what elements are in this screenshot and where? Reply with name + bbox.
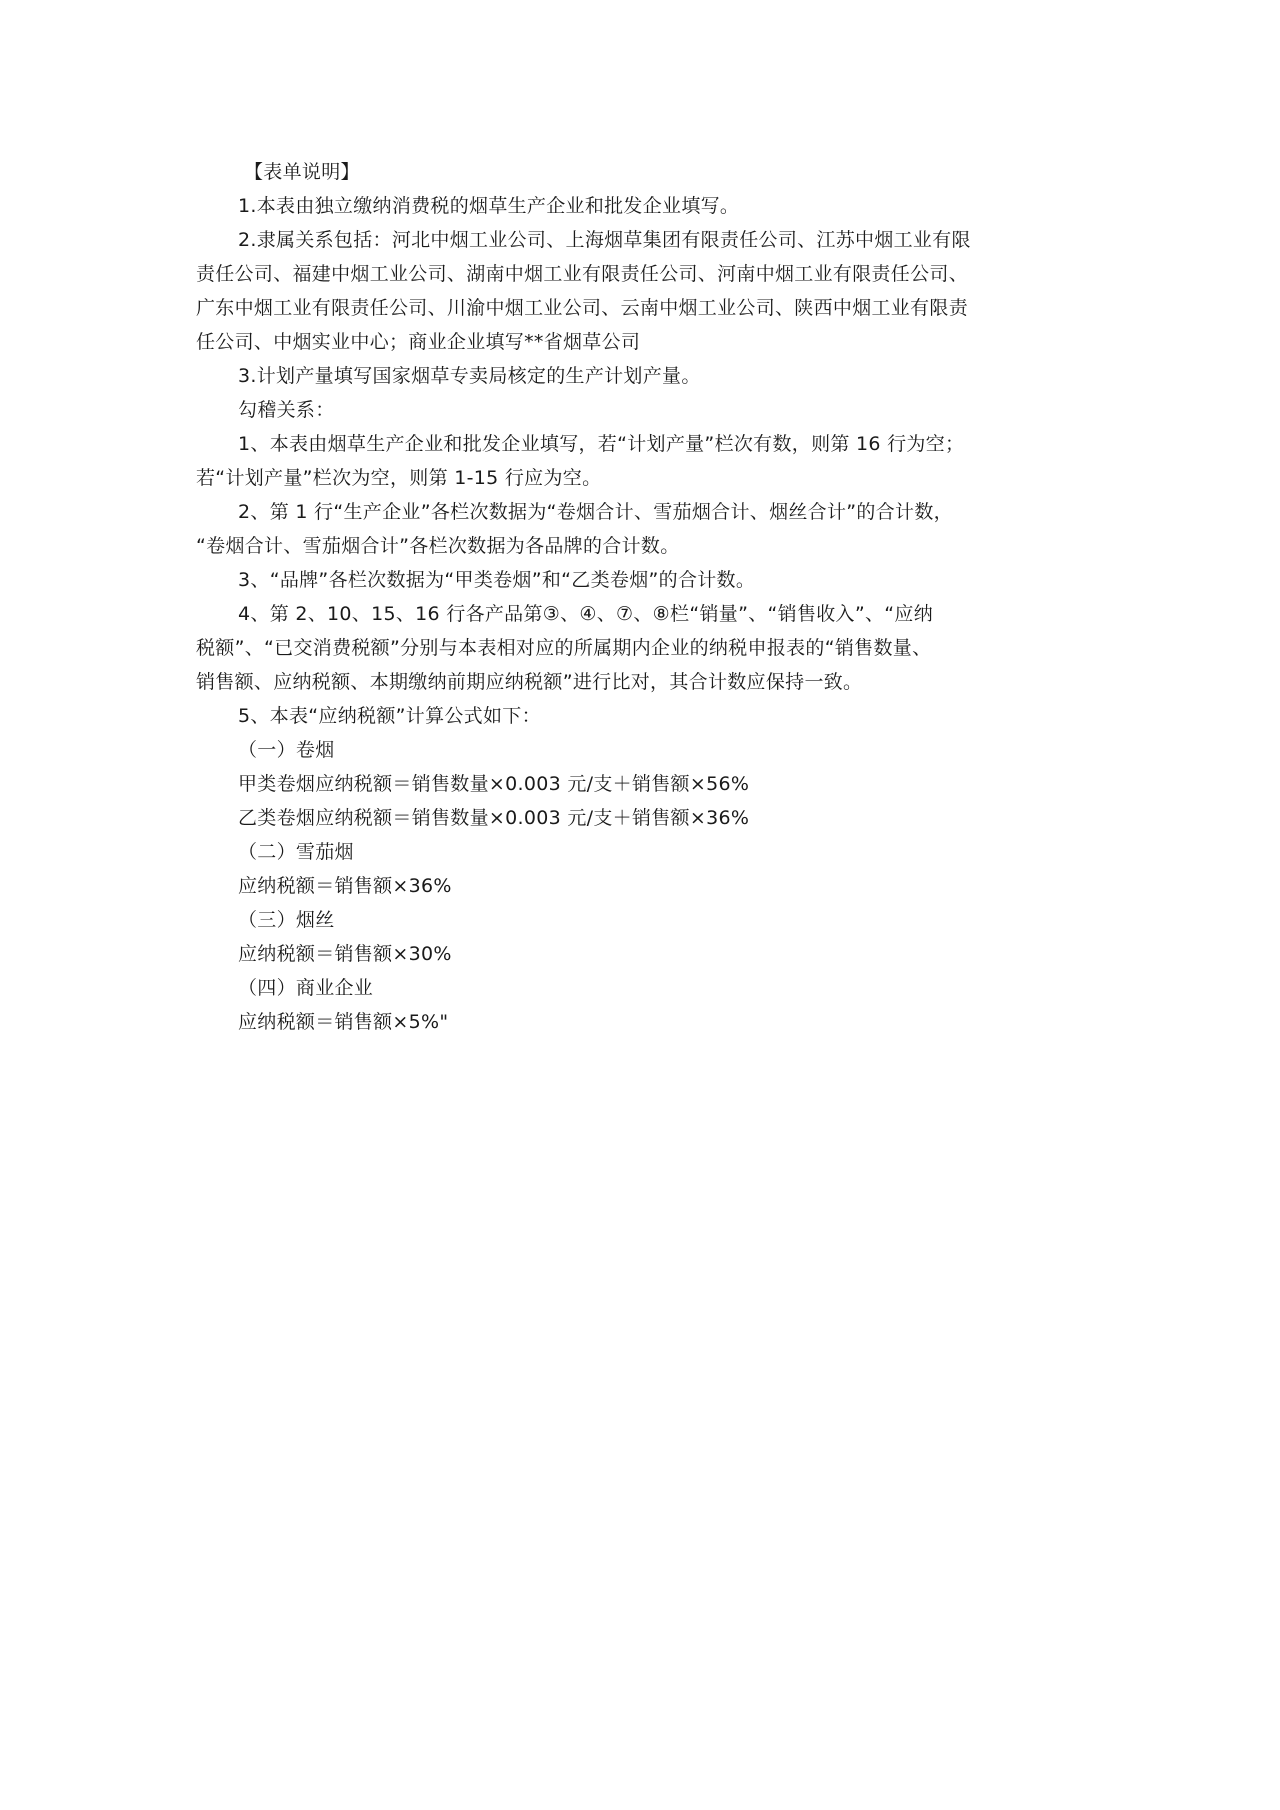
section-4-title: （四）商业企业 (238, 977, 374, 999)
rule-4-line-1: 4、第 2、10、15、16 行各产品第③、④、⑦、⑧栏“销量”、“销售收入”、“应纳 (238, 603, 934, 625)
note-2-line-3: 广东中烟工业有限责任公司、川渝中烟工业公司、云南中烟工业公司、陕西中烟工业有限责 (196, 297, 969, 319)
section-3-title: （三）烟丝 (238, 909, 335, 931)
rule-4-line-2: 税额”、“已交消费税额”分别与本表相对应的所属期内企业的纳税申报表的“销售数量、 (196, 637, 932, 659)
check-heading: 勾稽关系： (238, 399, 335, 421)
note-2-line-2: 责任公司、福建中烟工业公司、湖南中烟工业有限责任公司、河南中烟工业有限责任公司、 (196, 263, 969, 285)
rule-2-line-2: “卷烟合计、雪茄烟合计”各栏次数据为各品牌的合计数。 (196, 535, 680, 557)
rule-5: 5、本表“应纳税额”计算公式如下： (238, 705, 541, 727)
section-4-formula: 应纳税额＝销售额×5%" (238, 1011, 449, 1033)
instructions-document (196, 155, 1096, 1039)
note-1: 1.本表由独立缴纳消费税的烟草生产企业和批发企业填写。 (238, 195, 740, 217)
rule-1-line-2: 若“计划产量”栏次为空，则第 1-15 行应为空。 (196, 467, 602, 489)
rule-3: 3、“品牌”各栏次数据为“甲类卷烟”和“乙类卷烟”的合计数。 (238, 569, 756, 591)
document-title: 【表单说明】 (244, 161, 360, 183)
section-2-formula: 应纳税额＝销售额×36% (238, 875, 452, 897)
section-1-formula-a: 甲类卷烟应纳税额＝销售数量×0.003 元/支＋销售额×56% (238, 773, 750, 795)
note-3: 3.计划产量填写国家烟草专卖局核定的生产计划产量。 (238, 365, 701, 387)
section-3-formula: 应纳税额＝销售额×30% (238, 943, 452, 965)
note-2-line-4: 任公司、中烟实业中心；商业企业填写**省烟草公司 (196, 331, 641, 353)
note-2-line-1: 2.隶属关系包括：河北中烟工业公司、上海烟草集团有限责任公司、江苏中烟工业有限 (238, 229, 971, 251)
rule-1-line-1: 1、本表由烟草生产企业和批发企业填写，若“计划产量”栏次有数，则第 16 行为空； (238, 433, 965, 455)
section-1-title: （一）卷烟 (238, 739, 335, 761)
section-1-formula-b: 乙类卷烟应纳税额＝销售数量×0.003 元/支＋销售额×36% (238, 807, 750, 829)
section-2-title: （二）雪茄烟 (238, 841, 354, 863)
rule-4-line-3: 销售额、应纳税额、本期缴纳前期应纳税额”进行比对，其合计数应保持一致。 (196, 671, 863, 693)
rule-2-line-1: 2、第 1 行“生产企业”各栏次数据为“卷烟合计、雪茄烟合计、烟丝合计”的合计数， (238, 501, 953, 523)
